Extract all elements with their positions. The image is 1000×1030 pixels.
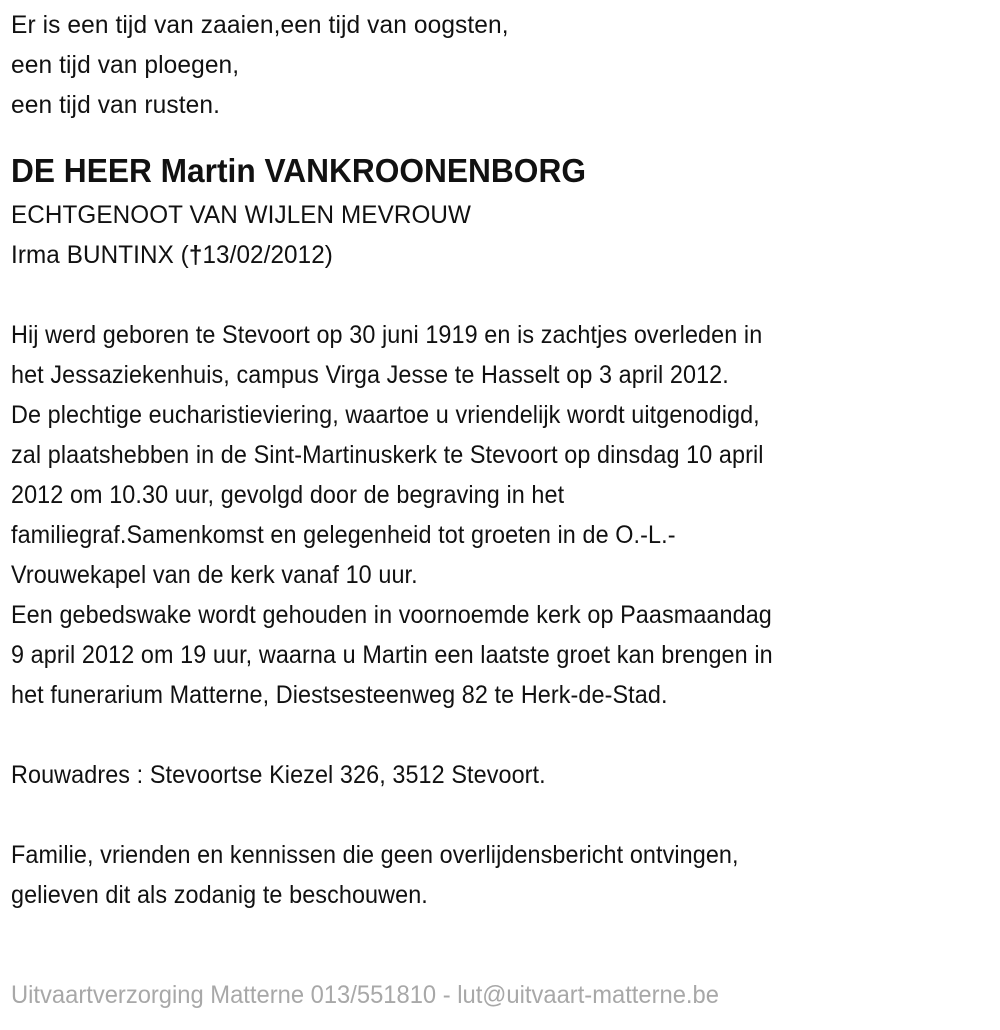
body-line: Hij werd geboren te Stevoort op 30 juni 1919 en is zachtjes overleden in <box>11 321 763 349</box>
funeral-home-footer: Uitvaartverzorging Matterne 013/551810 - lut@uitvaart-matterne.be <box>11 981 719 1009</box>
body-line: het Jessaziekenhuis, campus Virga Jesse te Hasselt op 3 april 2012. <box>11 361 729 389</box>
body-line: De plechtige eucharistieviering, waartoe u vriendelijk wordt uitgenodigd, <box>11 401 760 429</box>
address-line: Rouwadres : Stevoortse Kiezel 326, 3512 Stevoort. <box>11 761 546 789</box>
funeral-details <box>11 315 1000 715</box>
body-line: 9 april 2012 om 19 uur, waarna u Martin een laatste groet kan brengen in <box>11 641 773 669</box>
body-line: 2012 om 10.30 uur, gevolgd door de begraving in het <box>11 481 565 509</box>
cross-icon: † <box>188 241 203 269</box>
poem <box>11 5 1000 125</box>
body-line: Een gebedswake wordt gehouden in voornoemde kerk op Paasmaandag <box>11 601 772 629</box>
closing-line: gelieven dit als zodanig te beschouwen. <box>11 881 428 909</box>
poem-line: een tijd van ploegen, <box>11 51 240 79</box>
poem-line: Er is een tijd van zaaien,een tijd van oogsten, <box>11 11 509 39</box>
spouse-name-line <box>11 235 971 275</box>
death-notice <box>11 0 1000 915</box>
body-line: zal plaatshebben in de Sint-Martinuskerk te Stevoort op dinsdag 10 april <box>11 441 764 469</box>
spouse-relation: ECHTGENOOT VAN WIJLEN MEVROUW <box>11 201 472 229</box>
body-line: familiegraf.Samenkomst en gelegenheid tot groeten in de O.-L.- <box>11 521 676 549</box>
body-line: het funerarium Matterne, Diestsesteenweg 82 te Herk-de-Stad. <box>11 681 668 709</box>
spouse-name: Irma BUNTINX ( <box>11 241 189 269</box>
spouse-death-date: 13/02/2012) <box>202 241 333 269</box>
closing-line: Familie, vrienden en kennissen die geen overlijdensbericht ontvingen, <box>11 841 739 869</box>
spouse-info <box>11 195 1000 275</box>
closing-note <box>11 835 1000 915</box>
mourning-address <box>11 755 1000 795</box>
poem-line: een tijd van rusten. <box>11 91 220 119</box>
body-line: Vrouwekapel van de kerk vanaf 10 uur. <box>11 561 418 589</box>
deceased-name: DE HEER Martin VANKROONENBORG <box>11 152 586 189</box>
